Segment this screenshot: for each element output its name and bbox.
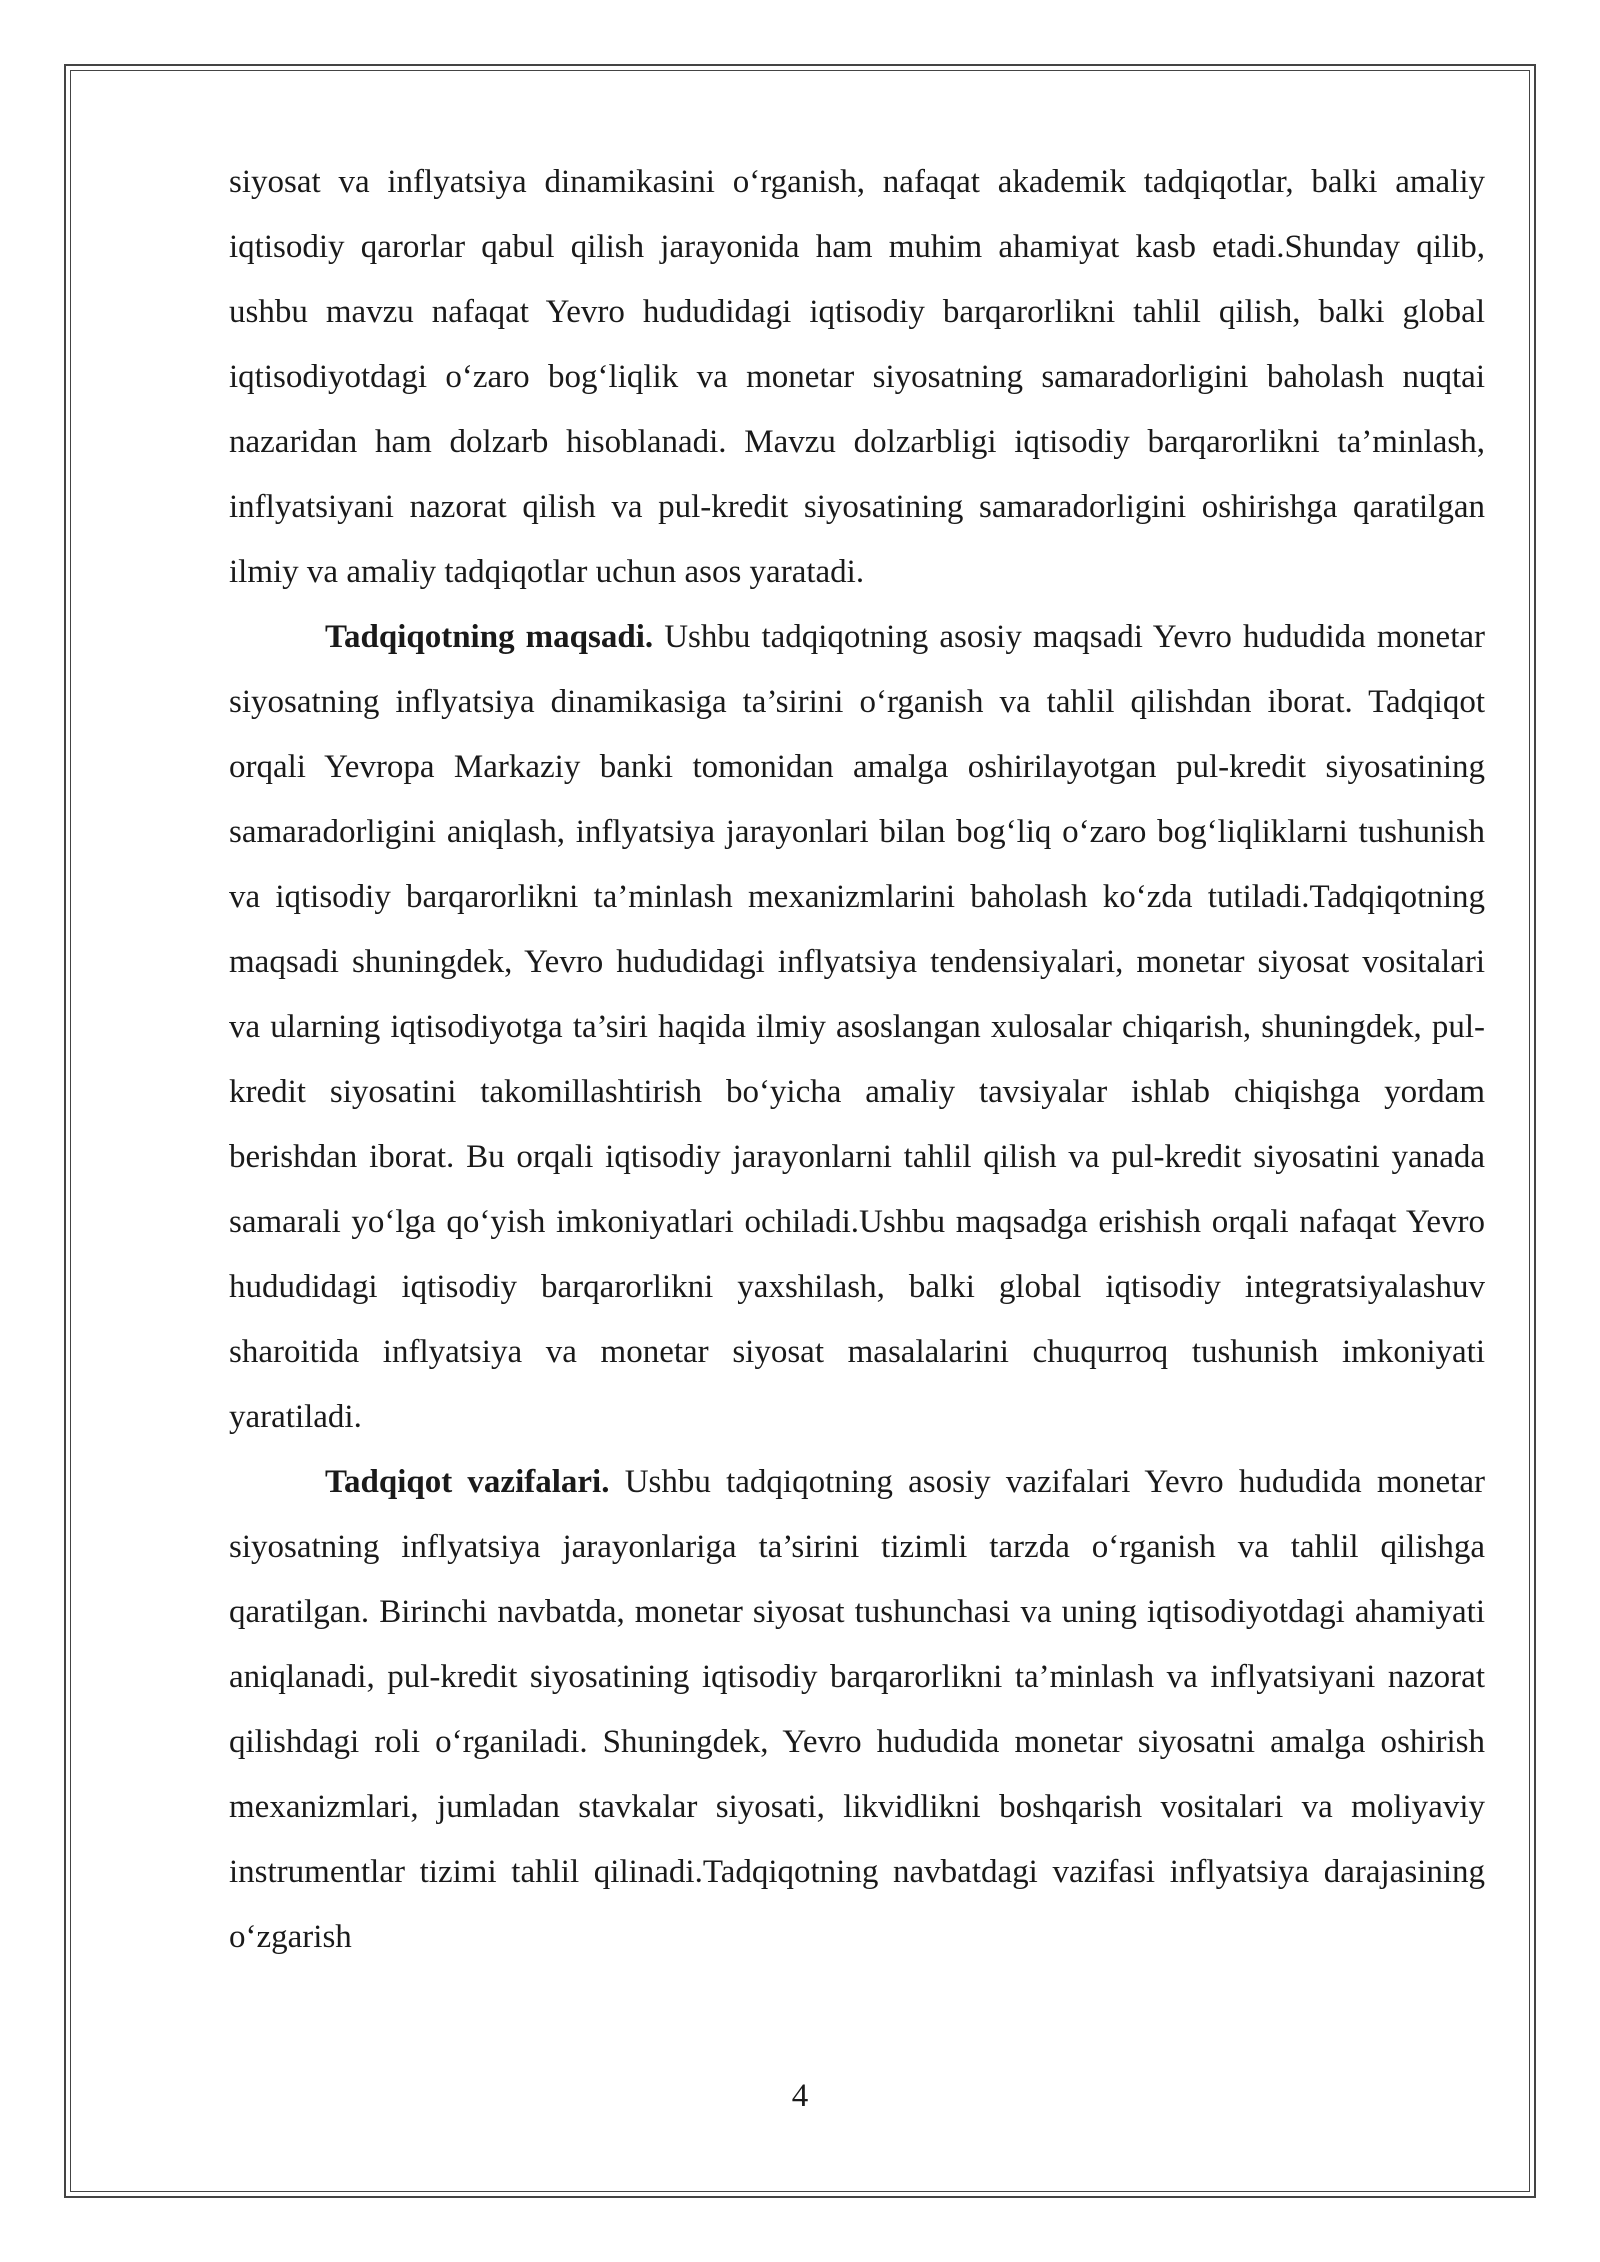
paragraph-research-tasks bbox=[229, 1450, 1485, 1970]
paragraph-text: siyosat va inflyatsiya dinamikasini o‘rganish, nafaqat akademik tadqiqotlar, balki amaliy iqtisodiy qarorlar qabul qilish jarayonida ham muhim ahamiyat kasb etadi.Shunday qilib, ushbu mavzu nafaqat Yevro hududidagi iqtisodiy barqarorlikni tahlil qilish, balki global iqtisodiyotdagi o‘zaro bog‘liqlik va monetar siyosatning samaradorligini baholash nuqtai nazaridan ham dolzarb hisoblanadi. Mavzu dolzarbligi iqtisodiy barqarorlikni ta’minlash, inflyatsiyani nazorat qilish va pul-kredit siyosatining samaradorligini oshirishga qaratilgan ilmiy va amaliy tadqiqotlar uchun asos yaratadi. bbox=[229, 164, 1485, 590]
paragraph-text: Ushbu tadqiqotning asosiy maqsadi Yevro hududida monetar siyosatning inflyatsiya dinamikasiga ta’sirini o‘rganish va tahlil qilishdan iborat. Tadqiqot orqali Yevropa Markaziy banki tomonidan amalga oshirilayotgan pul-kredit siyosatining samaradorligini aniqlash, inflyatsiya jarayonlari bilan bog‘liq o‘zaro bog‘liqliklarni tushunish va iqtisodiy barqarorlikni ta’minlash mexanizmlarini baholash ko‘zda tutiladi.Tadqiqotning maqsadi shuningdek, Yevro hududidagi inflyatsiya tendensiyalari, monetar siyosat vositalari va ularning iqtisodiyotga ta’siri haqida ilmiy asoslangan xulosalar chiqarish, shuningdek, pul-kredit siyosatini takomillashtirish bo‘yicha amaliy tavsiyalar ishlab chiqishga yordam berishdan iborat. Bu orqali iqtisodiy jarayonlarni tahlil qilish va pul-kredit siyosatini yanada samarali yo‘lga qo‘yish imkoniyatlari ochiladi.Ushbu maqsadga erishish orqali nafaqat Yevro hududidagi iqtisodiy barqarorlikni yaxshilash, balki global iqtisodiy integratsiyalashuv sharoitida inflyatsiya va monetar siyosat masalalarini chuqurroq tushunish imkoniyati yaratiladi. bbox=[229, 619, 1485, 1435]
paragraph-text: Ushbu tadqiqotning asosiy vazifalari Yevro hududida monetar siyosatning inflyatsiya jarayonlariga ta’sirini tizimli tarzda o‘rganish va tahlil qilishga qaratilgan. Birinchi navbatda, monetar siyosat tushunchasi va uning iqtisodiyotdagi ahamiyati aniqlanadi, pul-kredit siyosatining iqtisodiy barqarorlikni ta’minlash va inflyatsiyani nazorat qilishdagi roli o‘rganiladi. Shuningdek, Yevro hududida monetar siyosatni amalga oshirish mexanizmlari, jumladan stavkalar siyosati, likvidlikni boshqarish vositalari va moliyaviy instrumentlar tizimi tahlil qilinadi.Tadqiqotning navbatdagi vazifasi inflyatsiya darajasining o‘zgarish bbox=[229, 1464, 1485, 1955]
paragraph-heading: Tadqiqotning maqsadi. bbox=[325, 619, 654, 655]
page-body bbox=[229, 150, 1485, 1970]
paragraph-intro-continuation bbox=[229, 150, 1485, 605]
paragraph-heading: Tadqiqot vazifalari. bbox=[325, 1464, 610, 1500]
paragraph-research-goal bbox=[229, 605, 1485, 1450]
page-number: 4 bbox=[791, 2078, 809, 2114]
